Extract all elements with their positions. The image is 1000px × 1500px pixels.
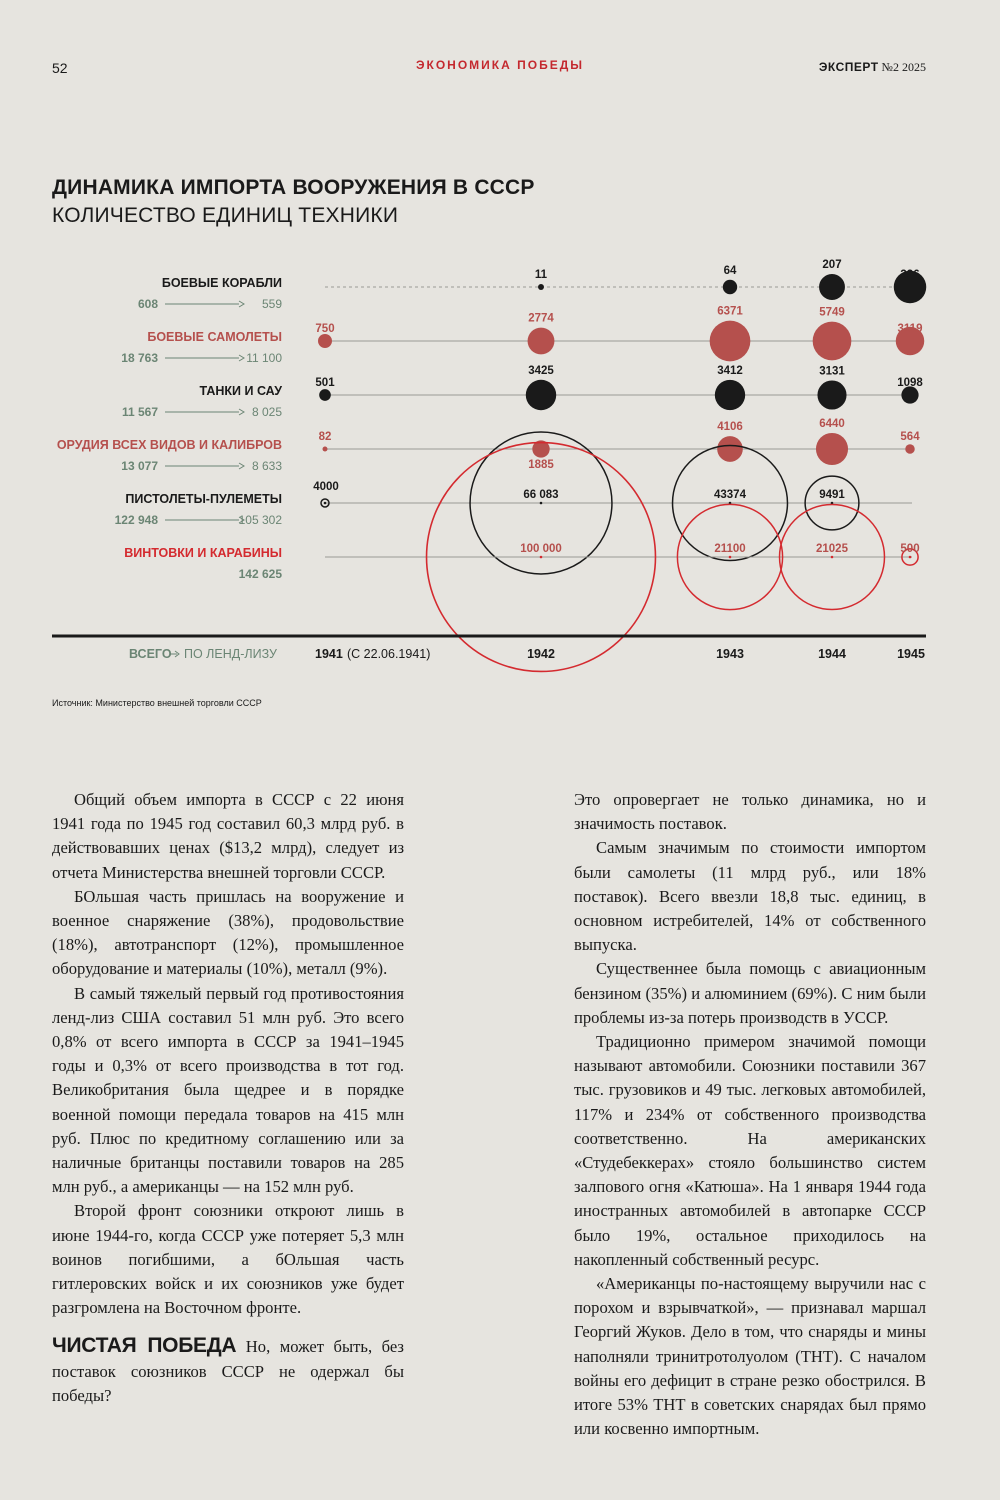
data-point: [831, 556, 834, 559]
data-label: 100 000: [520, 543, 562, 555]
data-label: 3412: [717, 364, 743, 377]
lead-paragraph: [52, 1334, 404, 1408]
data-point: [540, 448, 543, 451]
series-lendlease: 8 633: [251, 459, 282, 473]
paragraph: Общий объем импорта в СССР с 22 июня 1941 года по 1945 год составил 60,3 млрд руб. в действовавших ценах ($13,2 млрд), следует из отчета Министерства внешней торговли СССР.: [52, 790, 404, 882]
series-arrow-head: [239, 355, 244, 361]
data-point: [540, 502, 543, 505]
series-label: ТАНКИ И САУ: [199, 384, 282, 398]
data-label: 21100: [714, 543, 746, 555]
data-label: 564: [900, 431, 920, 443]
data-label: 1885: [528, 459, 554, 471]
x-tick-note: (С 22.06.1941): [347, 647, 431, 661]
chart-subtitle: КОЛИЧЕСТВО ЕДИНИЦ ТЕХНИКИ: [52, 204, 399, 227]
series-lendlease: 11 100: [246, 351, 282, 365]
data-point: [729, 556, 732, 559]
issue-number: №2 2025: [881, 60, 926, 74]
series-total: 18 763: [121, 351, 158, 365]
data-label: 500: [900, 543, 920, 555]
data-label: 750: [315, 323, 335, 335]
series-arrow-head: [239, 409, 244, 415]
data-bubble: [538, 284, 544, 290]
x-tick-label: 1942: [527, 647, 555, 661]
data-label: 5749: [819, 306, 845, 319]
series-total: 11 567: [121, 405, 158, 419]
data-label: 21025: [816, 543, 848, 555]
data-label: 3119: [897, 323, 923, 335]
x-tick-label: 1945: [897, 647, 925, 661]
data-label: 501: [315, 377, 335, 389]
lead-heading: ЧИСТАЯ ПОБЕДА: [52, 1334, 237, 1358]
section-title: ЭКОНОМИКА ПОБЕДЫ: [415, 58, 585, 72]
data-label: 43374: [714, 489, 746, 501]
data-point: [909, 448, 912, 451]
series-lendlease: 8 025: [251, 405, 282, 419]
lead-text: Но, может быть, без поставок союзников СССР не одержал бы победы?: [52, 1337, 404, 1405]
paragraph: Традиционно примером значимой помощи называют автомобили. Союзники поставили 367 тыс. грузовиков и 49 тыс. легковых автомобилей, 117% и 234% от собственного производства соответственно. На американских «Студебеккерах» стояло большинство систем залпового огня «Катюша». На 1 января 1944 года иностранных автомобилей в автопарке СССР было 19%, остальное приходилось на накопленный собственный ресурс.: [574, 1032, 926, 1269]
data-label: 4106: [717, 421, 743, 434]
series-label: ПИСТОЛЕТЫ-ПУЛЕМЕТЫ: [125, 492, 282, 506]
series-lendlease: 559: [261, 297, 282, 311]
series-label: БОЕВЫЕ САМОЛЕТЫ: [147, 330, 282, 344]
data-label: 6371: [717, 305, 743, 318]
series-label: ОРУДИЯ ВСЕХ ВИДОВ И КАЛИБРОВ: [56, 438, 282, 452]
series-total: 142 625: [238, 567, 282, 581]
series-total: 608: [137, 297, 158, 311]
x-tick-label: 1941: [315, 647, 343, 661]
magazine-issue: [819, 60, 926, 75]
data-bubble: [813, 322, 852, 361]
paragraph: Существеннее была помощь с авиационным бензином (35%) и алюминием (69%). С ним были проблемы из-за потерь производств в УССР.: [574, 959, 926, 1027]
legend-total: ВСЕГО: [129, 647, 172, 661]
series-total: 122 948: [114, 513, 158, 527]
data-bubble: [319, 389, 331, 401]
series-arrow-head: [239, 301, 244, 307]
paragraph: Самым значимым по стоимости импортом были самолеты (11 млрд руб., или 18% поставок). Всего ввезли 18,8 тыс. единиц, в основном истребителей, 14% от собственного выпуска.: [574, 838, 926, 955]
data-point: [540, 556, 543, 559]
data-label: 82: [318, 431, 332, 443]
data-bubble: [710, 321, 751, 362]
series-label: БОЕВЫЕ КОРАБЛИ: [161, 276, 282, 290]
data-label: 1098: [897, 377, 923, 389]
data-label: 11: [534, 269, 548, 281]
magazine-name: ЭКСПЕРТ: [818, 60, 879, 74]
data-label: 4000: [313, 481, 339, 493]
article-left-column: [52, 788, 404, 1408]
paragraph: Второй фронт союзники откроют лишь в июне 1944-го, когда СССР уже потеряет 5,3 млн воинов погибшими, а бОльшая часть гитлеровских войск и их союзников уже будет разгромлена на Восточном фронте.: [52, 1201, 404, 1318]
data-label: 66 083: [523, 489, 559, 501]
x-tick-label: 1943: [716, 647, 744, 661]
data-point: [909, 556, 912, 559]
paragraph: «Американцы по-настоящему выручили нас с порохом и взрывчаткой», — признавал маршал Георгий Жуков. Дело в том, что снаряды и мины наполняли тринитротолуолом (ТНТ). С началом войны его дефицит в стране резко обострился. В итоге 53% ТНТ в советских снарядах был прямо или косвенно импортным.: [574, 1274, 926, 1439]
data-label: 9491: [819, 489, 845, 501]
data-bubble: [817, 380, 846, 409]
data-label: 64: [723, 264, 737, 277]
series-arrow-head: [239, 463, 244, 469]
page-number: 52: [52, 60, 68, 76]
data-point: [729, 448, 732, 451]
bubble-chart: [0, 250, 1000, 700]
data-bubble: [723, 280, 737, 294]
data-bubble: [526, 380, 556, 410]
data-label: 3425: [528, 364, 554, 377]
chart-source: Источник: Министерство внешней торговли СССР: [52, 698, 262, 708]
series-total: 13 077: [121, 459, 158, 473]
chart-title: ДИНАМИКА ИМПОРТА ВООРУЖЕНИЯ В СССР: [52, 176, 535, 199]
data-bubble: [715, 380, 745, 410]
series-lendlease: 105 302: [238, 513, 282, 527]
data-bubble: [528, 328, 555, 355]
data-point: [324, 448, 327, 451]
data-bubble: [819, 274, 845, 300]
x-tick-label: 1944: [818, 647, 846, 661]
data-label: 326: [900, 269, 920, 281]
paragraph: Это опровергает не только динамика, но и значимость поставок.: [574, 790, 926, 834]
data-label: 6440: [819, 417, 845, 430]
data-label: 207: [822, 259, 842, 272]
series-label: ВИНТОВКИ И КАРАБИНЫ: [124, 546, 282, 560]
data-point: [831, 448, 834, 451]
paragraph: БОльшая часть пришлась на вооружение и военное снаряжение (38%), продовольствие (18%), автотранспорт (12%), промышленное оборудование и материалы (10%), металл (9%).: [52, 886, 404, 979]
paragraph: В самый тяжелый первый год противостояния ленд-лиз США составил 51 млн руб. Это всего 0,8% от всего импорта в СССР за 1941–1945 годы и 0,3% от всего производства в тот год. Великобритания была щедрее и в порядке военной помощи передала товаров на 415 млн руб. Плюс по кредитному соглашению или за наличные британцы поставили товаров на 285 млн руб., а американцы — на 152 млн руб.: [52, 983, 404, 1197]
legend-lendlease: ПО ЛЕНД-ЛИЗУ: [184, 647, 277, 661]
data-point: [324, 502, 327, 505]
article-right-column: [574, 788, 926, 1441]
data-bubble: [318, 334, 332, 348]
data-label: 2774: [528, 312, 554, 325]
data-label: 3131: [819, 365, 845, 378]
